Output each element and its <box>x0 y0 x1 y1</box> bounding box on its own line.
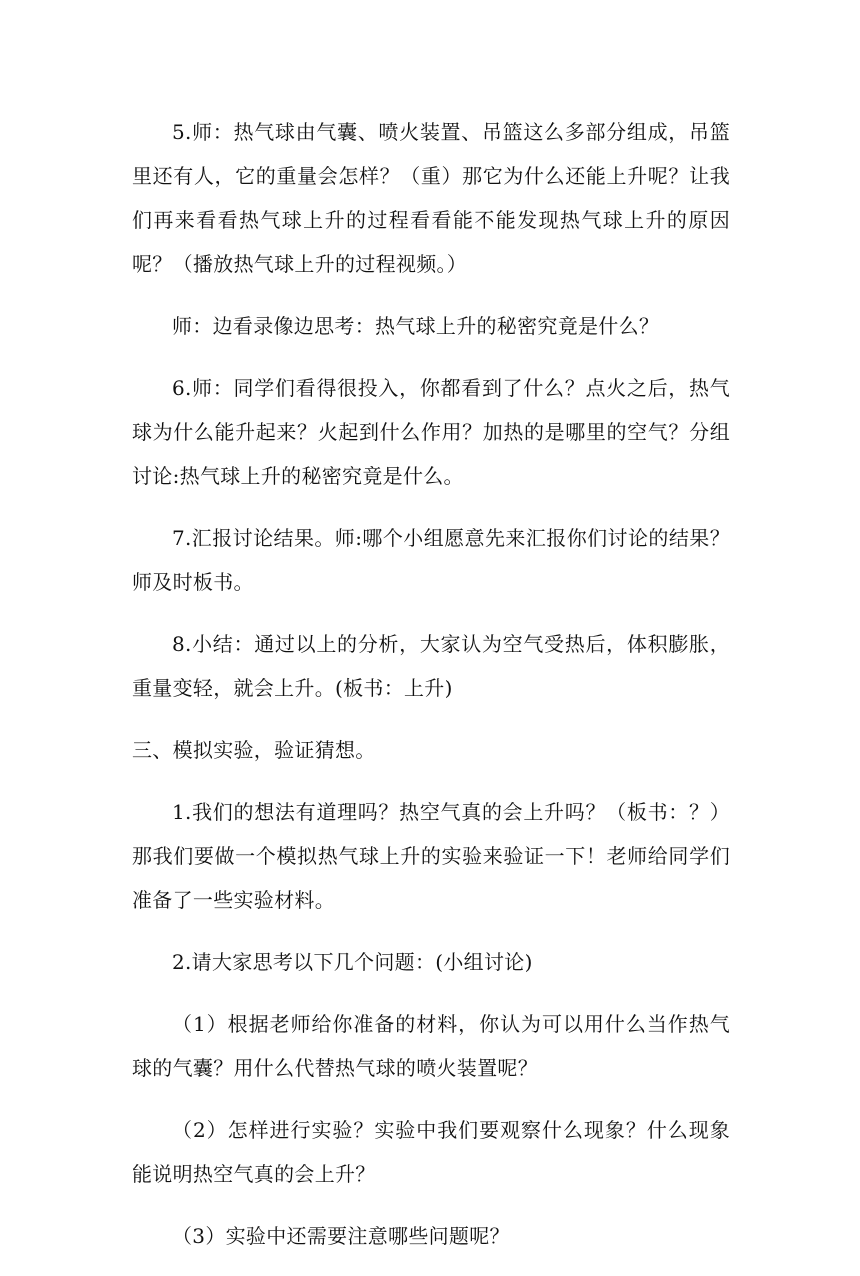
paragraph-question-1: 1.我们的想法有道理吗？热空气真的会上升吗？（板书：？）那我们要做一个模拟热气球上升的实验来验证一下！老师给同学们准备了一些实验材料。 <box>132 800 730 912</box>
section-heading-3: 三、模拟实验，验证猜想。 <box>132 738 376 762</box>
paragraph-step-7: 7.汇报讨论结果。师:哪个小组愿意先来汇报你们讨论的结果？师及时板书。 <box>132 526 730 594</box>
paragraph-question-2: 2.请大家思考以下几个问题：(小组讨论) <box>172 950 533 974</box>
paragraph-subquestion-1: （1）根据老师给你准备的材料，你认为可以用什么当作热气球的气囊？用什么代替热气球的喷火装置呢？ <box>132 1012 730 1080</box>
paragraph-subquestion-3: （3）实验中还需要注意哪些问题呢？ <box>172 1224 510 1248</box>
paragraph-subquestion-2: （2）怎样进行实验？实验中我们要观察什么现象？什么现象能说明热空气真的会上升？ <box>132 1118 730 1186</box>
paragraph-step-5: 5.师：热气球由气囊、喷火装置、吊篮这么多部分组成，吊篮里还有人，它的重量会怎样？（重）那它为什么还能上升呢？让我们再来看看热气球上升的过程看看能不能发现热气球上升的原因呢？（播放热气球上升的过程视频。） <box>132 120 730 276</box>
paragraph-teacher-prompt: 师：边看录像边思考：热气球上升的秘密究竟是什么？ <box>172 314 660 338</box>
document-body <box>132 110 730 1276</box>
paragraph-step-6: 6.师：同学们看得很投入，你都看到了什么？点火之后，热气球为什么能升起来？火起到什么作用？加热的是哪里的空气？分组讨论:热气球上升的秘密究竟是什么。 <box>132 376 730 488</box>
paragraph-step-8: 8.小结：通过以上的分析，大家认为空气受热后，体积膨胀，重量变轻，就会上升。(板书：上升) <box>132 632 730 700</box>
